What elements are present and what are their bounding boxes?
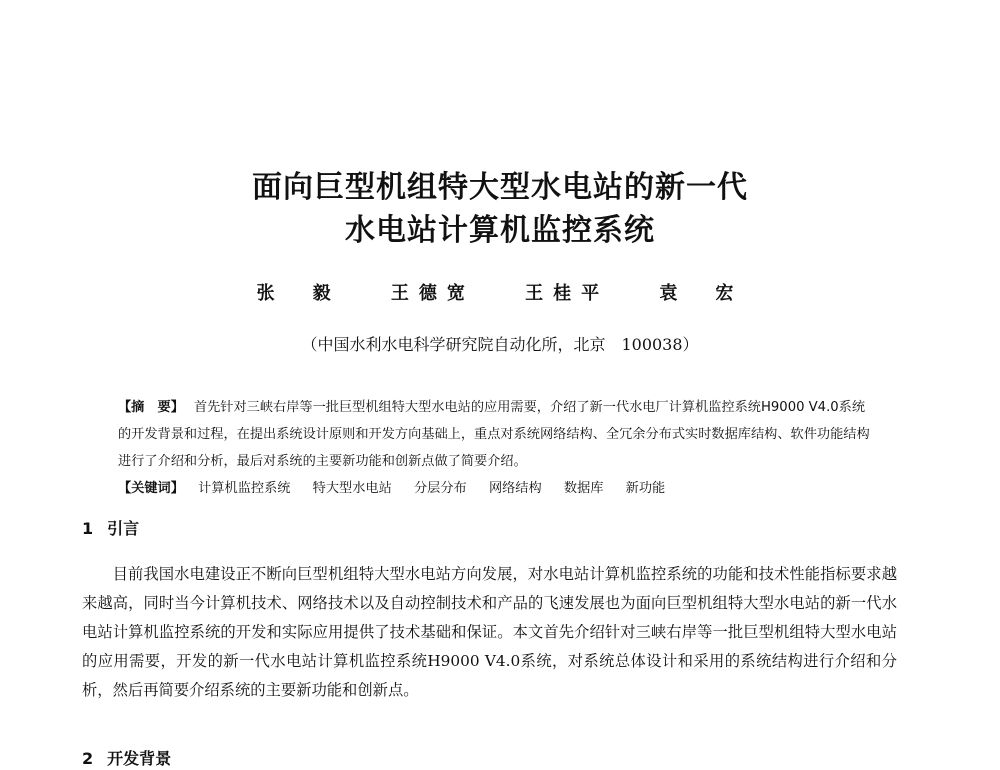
author-name: 王桂平 [525, 283, 610, 304]
keyword: 网络结构 [488, 481, 542, 496]
section-number: 1 [82, 519, 94, 538]
abstract-text: 首先针对三峡右岸等一批巨型机组特大型水电站的应用需要，介绍了新一代水电厂计算机监控系统H9000 V4.0系统的开发背景和过程，在提出系统设计原则和开发方向基础上，重点对系统网络结构、全冗余分布式实时数据库结构、软件功能结构进行了介绍和分析，最后对系统的主要新功能和创新点做了简要介绍。 [118, 400, 870, 469]
body-paragraph: 目前我国水电建设正不断向巨型机组特大型水电站方向发展，对水电站计算机监控系统的功能和技术性能指标要求越来越高，同时当今计算机技术、网络技术以及自动控制技术和产品的飞速发展也为面向巨型机组特大型水电站的新一代水电站计算机监控系统的开发和实际应用提供了技术基础和保证。本文首先介绍针对三峡右岸等一批巨型机组特大型水电站的应用需要，开发的新一代水电站计算机监控系统H9000 V4.0系统，对系统总体设计和采用的系统结构进行介绍和分析，然后再简要介绍系统的主要新功能和创新点。 [82, 565, 897, 699]
keyword: 计算机监控系统 [198, 481, 291, 496]
author-name: 袁 宏 [659, 283, 744, 304]
section-title: 开发背景 [107, 749, 172, 768]
paper-title-line-1: 面向巨型机组特大型水电站的新一代 [252, 170, 748, 205]
keyword: 数据库 [563, 481, 604, 496]
keywords-label: 【关键词】 [118, 481, 184, 496]
paper-title-line-2: 水电站计算机监控系统 [345, 213, 655, 248]
author-list [0, 282, 1000, 306]
abstract-label: 【摘 要】 [118, 400, 184, 415]
keyword: 分层分布 [413, 481, 467, 496]
keywords [118, 475, 878, 502]
section-title: 引言 [107, 519, 140, 538]
abstract [118, 394, 878, 475]
section-number: 2 [82, 749, 94, 768]
keyword: 新功能 [625, 481, 666, 496]
author-name: 张 毅 [256, 283, 341, 304]
section-heading [82, 748, 171, 770]
section-heading [82, 518, 139, 540]
author-name: 王德宽 [390, 283, 475, 304]
keyword: 特大型水电站 [312, 481, 392, 496]
author-affiliation: （中国水利水电科学研究院自动化所，北京 100038） [301, 335, 699, 354]
